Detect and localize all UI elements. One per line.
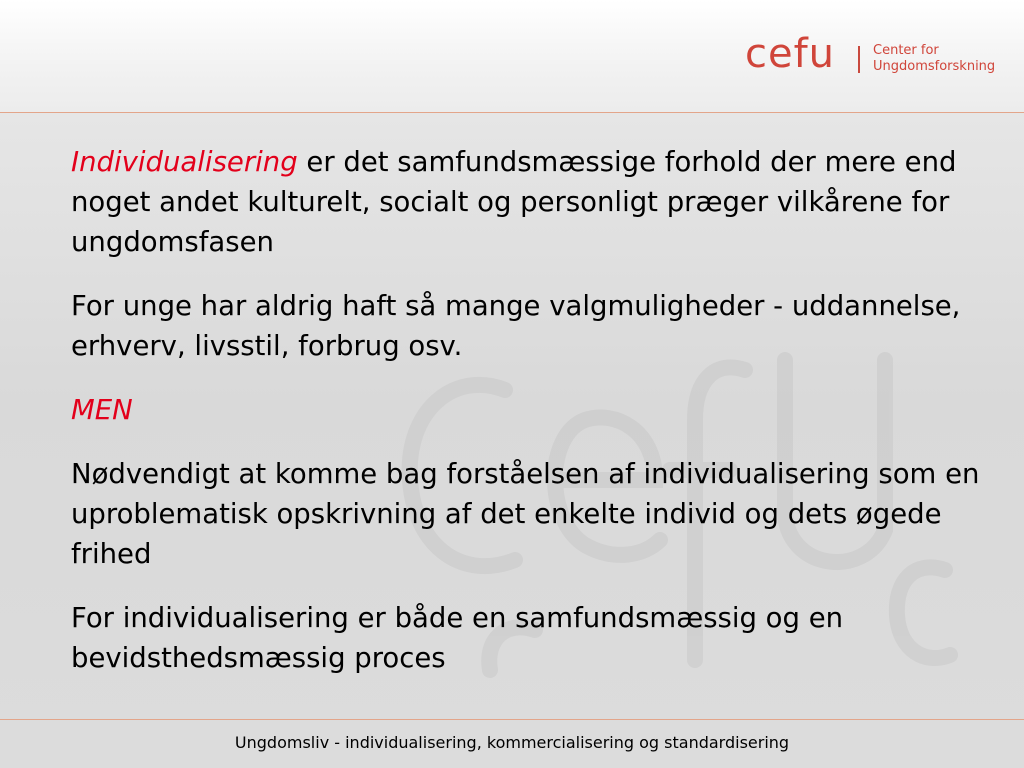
logo-tagline-line2: Ungdomsforskning — [873, 59, 996, 74]
slide-footer: Ungdomsliv - individualisering, kommercialisering og standardisering — [234, 733, 790, 752]
paragraph-men: MEN — [71, 394, 133, 426]
logo-separator — [858, 46, 860, 73]
cefu-logo — [745, 31, 996, 84]
paragraph-valgmuligheder: For unge har aldrig haft så mange valgmuligheder - uddannelse, erhverv, livsstil, forbrug osv. — [71, 290, 961, 362]
logo-tagline-line1: Center for — [873, 43, 939, 58]
footer-divider — [0, 719, 1024, 720]
paragraph-text: er det samfundsmæssige forhold der mere end noget andet kulturelt, socialt og personligt præger vilkårene for ungdomsfasen — [71, 146, 957, 258]
paragraph-noedvendigt: Nødvendigt at komme bag forståelsen af individualisering som en uproblematisk opskrivning af det enkelte individ og dets øgede frihed — [71, 458, 980, 570]
paragraph-individualisering — [71, 142, 981, 262]
slide-body — [71, 142, 981, 702]
highlight-term: Individualisering — [71, 146, 298, 178]
paragraph-proces: For individualisering er både en samfundsmæssig og en bevidsthedsmæssig proces — [71, 602, 844, 674]
logo-wordmark: cefu — [745, 31, 836, 77]
logo-tagline — [873, 43, 995, 75]
header-divider — [0, 112, 1024, 113]
